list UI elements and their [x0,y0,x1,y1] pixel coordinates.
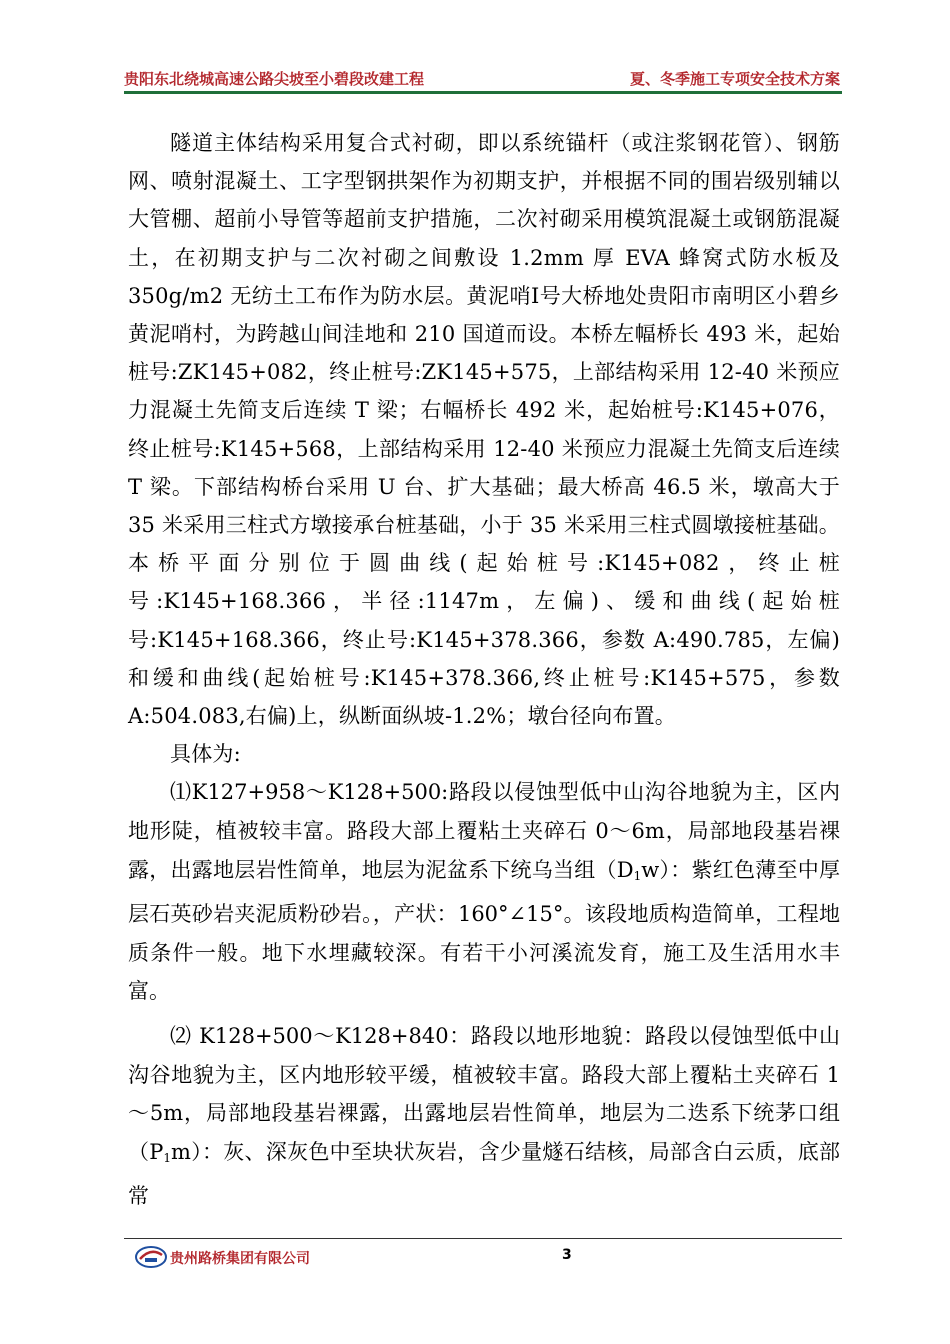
company-name: 贵州路桥集团有限公司 [170,1251,310,1267]
paragraph-structure-description: 隧道主体结构采用复合式衬砌，即以系统锚杆（或注浆钢花管）、钢筋网、喷射混凝土、工字型钢拱架作为初期支护，并根据不同的围岩级别辅以大管棚、超前小导管等超前支护措施，二次衬砌采用模筑混凝土或钢筋混凝土，在初期支护与二次衬砌之间敷设 1.2mm 厚 EVA 蜂窝式防水板及350g/m2 无纺土工布作为防水层。黄泥哨Ⅰ号大桥地处贵阳市南明区小碧乡黄泥哨村，为跨越山间洼地和 210 国道而设。本桥左幅桥长 493 米，起始桩号:ZK145+082，终止桩号:ZK145+575，上部结构采用 12-40 米预应力混凝土先简支后连续 T 梁；右幅桥长 492 米，起始桩号:K145+076，终止桩号:K145+568，上部结构采用 12-40 米预应力混凝土先简支后连续 T 梁。下部结构桥台采用 U 台、扩大基础；最大桥高 46.5 米，墩高大于 35 米采用三柱式方墩接承台桩基础，小于 35 米采用三柱式圆墩接桩基础。本桥平面分别位于圆曲线(起始桩号:K145+082，终止桩号:K145+168.366，半径:1147m，左偏)、缓和曲线(起始桩号:K145+168.366，终止号:K145+378.366，参数 A:490.785，左偏)和缓和曲线(起始桩号:K145+378.366,终止桩号:K145+575，参数 A:504.083,右偏)上，纵断面纵坡-1.2%；墩台径向布置。 [128,131,840,729]
project-title: 贵阳东北绕城高速公路尖坡至小碧段改建工程 [124,70,425,88]
document-title: 夏、冬季施工专项安全技术方案 [629,70,840,88]
list-item-section-2 [128,1017,840,1216]
footer-rule [124,1238,842,1239]
section-1-text-a: ⑴K127+958～K128+500:路段以侵蚀型低中山沟谷地貌为主，区内地形陡，植被较丰富。路段大部上覆粘土夹碎石 0～6m，局部地段基岩裸露，出露地层岩性简单，地层为泥盆系下统乌当组（D [128,780,840,882]
section-2-subscript: 1 [163,1150,172,1165]
section-1-subscript: 1 [633,868,642,883]
list-item-section-1 [128,773,840,1011]
section-2-text-b: m）：灰、深灰色中至块状灰岩，含少量燧石结核，局部含白云质，底部常 [128,1139,840,1209]
page-header [124,64,842,92]
section-1-text-b: w）：紫红色薄至中厚层石英砂岩夹泥质粉砂岩。，产状：160°∠15°。该段地质构造简单，工程地质条件一般。地下水埋藏较深。有若干小河溪流发育，施工及生活用水丰富。 [128,857,840,1004]
page-number: 3 [562,1247,572,1263]
page-body [128,124,840,1216]
section-2-text-a: ⑵ K128+500～K128+840：路段以地形地貌：路段以侵蚀型低中山沟谷地貌为主，区内地形较平缓，植被较丰富。路段大部上覆粘土夹碎石 1～5m，局部地段基岩裸露，出露地层岩性简单，地层为二迭系下统茅口组（P [128,1024,840,1164]
header-rule [124,91,842,94]
company-logo-icon [134,1244,168,1270]
paragraph-specifically: 具体为: [170,742,241,767]
page-footer [124,1238,842,1278]
